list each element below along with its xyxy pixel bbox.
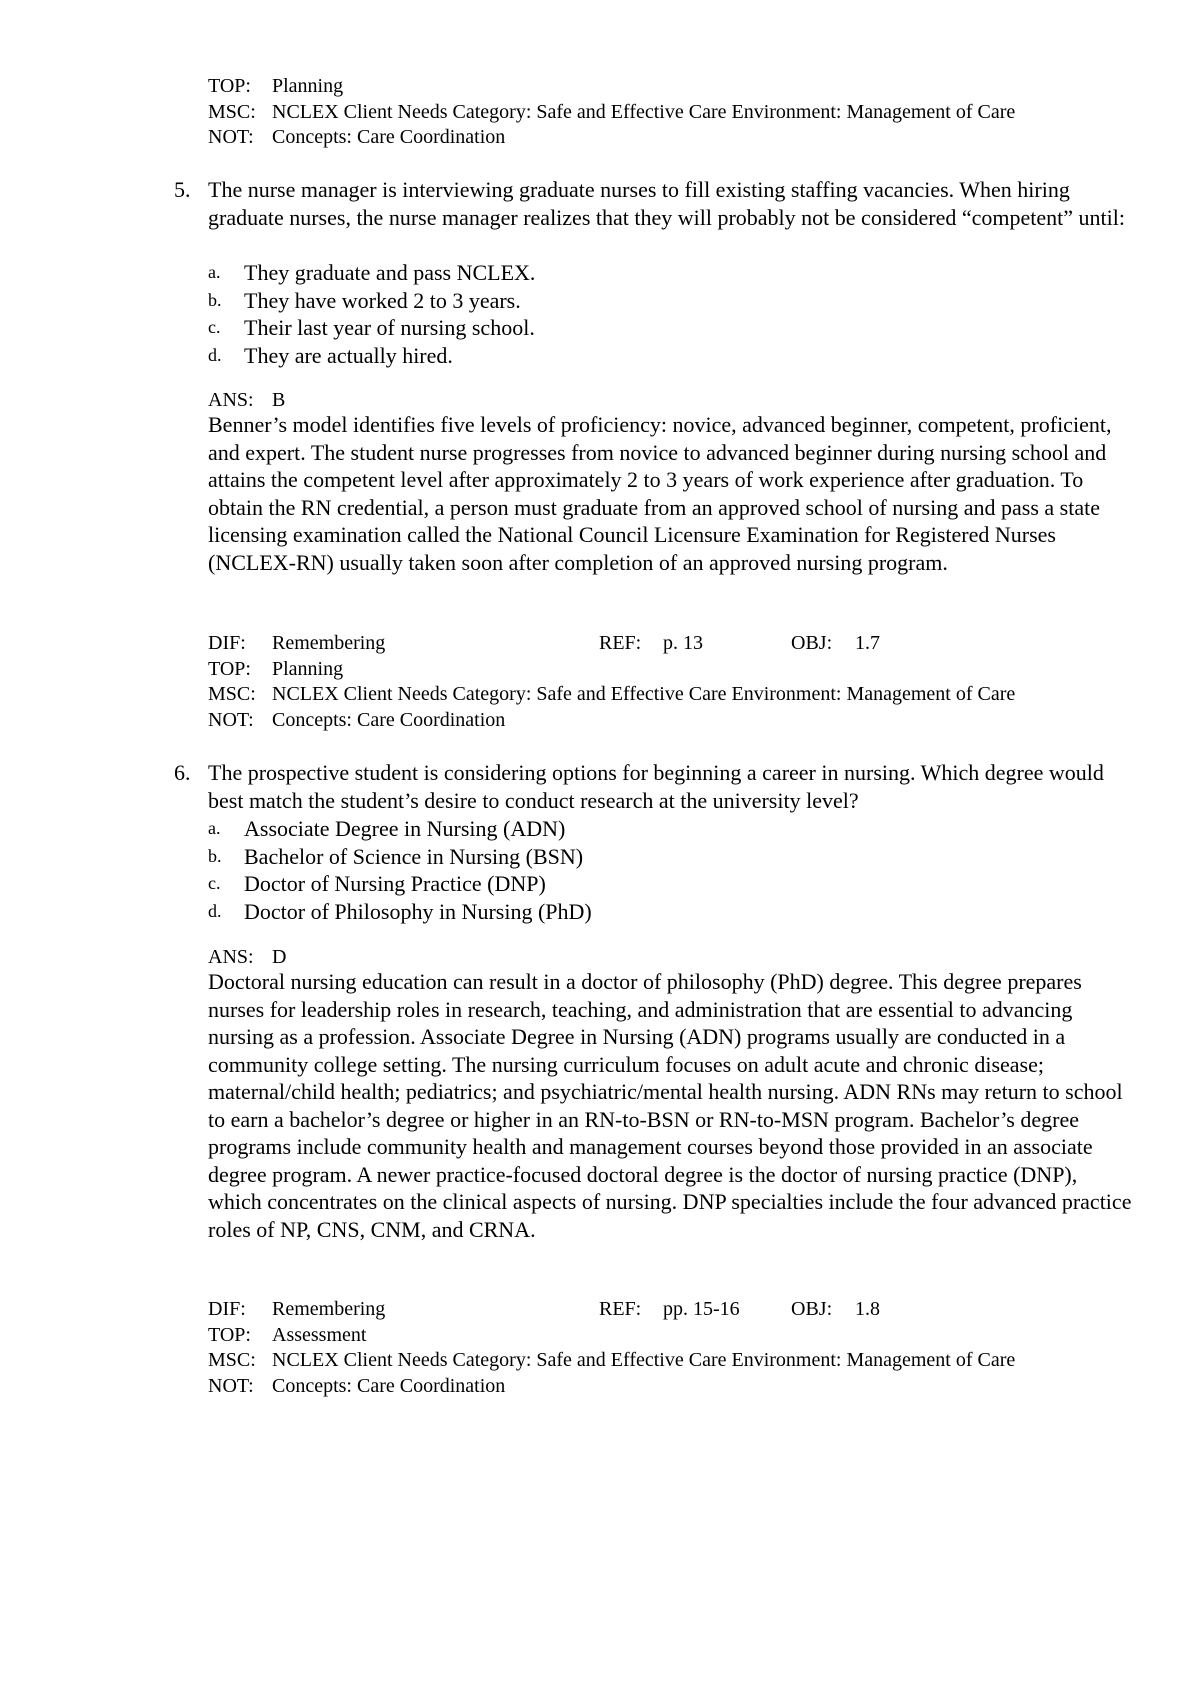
option-text: They graduate and pass NCLEX. [244,260,536,285]
option-letter: c. [208,317,221,337]
question-number: 6. [174,760,191,785]
answer-options [208,259,1108,369]
ref-value: pp. 15-16 [663,1298,740,1320]
not-value: Concepts: Care Coordination [272,1374,506,1397]
not-row [208,125,1015,151]
answer-options [208,815,1108,925]
ans-value: D [272,946,287,968]
dif-ref-obj-row [208,631,1015,657]
option-letter: b. [208,845,222,866]
not-label: NOT: [208,126,254,148]
not-row [208,1374,1015,1400]
option-text: Doctor of Nursing Practice (DNP) [244,871,546,896]
ans-label: ANS: [208,946,254,968]
answer-line [208,387,285,413]
msc-label: MSC: [208,100,256,123]
top-value: Planning [272,75,344,97]
option-text: Their last year of nursing school. [244,315,535,340]
option-letter: a. [208,262,221,282]
msc-value: NCLEX Client Needs Category: Safe and Effective Care Environment: Management of Care [272,683,1016,705]
question-metadata [208,631,1015,733]
top-label: TOP: [208,1323,251,1346]
dif-label: DIF: [208,632,246,654]
msc-value: NCLEX Client Needs Category: Safe and Effective Care Environment: Management of Care [272,1349,1016,1371]
option-letter: c. [208,873,221,893]
option-c [208,870,1108,898]
not-row [208,708,1015,734]
top-row [208,657,1015,683]
dif-value: Remembering [272,632,386,654]
ans-value: B [272,389,286,411]
question-stem: The nurse manager is interviewing graduate nurses to fill existing staffing vacancies. When hiring graduate nurses, the nurse manager realizes that they will probably not be considered “competent” until: [208,177,1125,230]
not-label: NOT: [208,708,254,731]
not-value: Concepts: Care Coordination [272,126,506,148]
msc-label: MSC: [208,1349,256,1371]
option-a [208,815,1108,843]
rationale: Benner’s model identifies five levels of proficiency: novice, advanced beginner, competent, proficient, and expert. The student nurse progresses from novice to advanced beginner during nursing school and attains the competent level after approximately 2 to 3 years of work experience after graduation. To obtain the RN credential, a person must graduate from an approved school of nursing and pass a state licensing examination called the National Council Licensure Examination for Registered Nurses (NCLEX-RN) usually taken soon after completion of an approved nursing program. [208,412,1112,575]
top-value: Planning [272,657,344,680]
question-stem: The prospective student is considering options for beginning a career in nursing. Which degree would best match the student’s desire to conduct research at the university level? [208,760,1104,813]
option-letter: b. [208,289,222,310]
option-text: They have worked 2 to 3 years. [244,287,521,313]
msc-row [208,1348,1015,1374]
option-a [208,259,1108,287]
top-value: Assessment [272,1323,367,1346]
obj-value: 1.8 [855,1298,880,1320]
question-metadata [208,1297,1015,1399]
msc-row [208,100,1015,126]
option-text: Bachelor of Science in Nursing (BSN) [244,843,584,869]
rationale: Doctoral nursing education can result in a doctor of philosophy (PhD) degree. This degree prepares nurses for leadership roles in research, teaching, and administration that are essential to advancing nursing as a profession. Associate Degree in Nursing (ADN) programs usually are conducted in a community college setting. The nursing curriculum focuses on adult acute and chronic disease; maternal/child health; pediatrics; and psychiatric/mental health nursing. ADN RNs may return to school to earn a bachelor’s degree or higher in an RN-to-BSN or RN-to-MSN program. Bachelor’s degree programs include community health and management courses beyond those provided in an associate degree program. A newer practice-focused doctoral degree is the doctor of nursing practice (DNP), which concentrates on the clinical aspects of nursing. DNP specialties include the four advanced practice roles of NP, CNS, CNM, and CRNA. [208,969,1132,1242]
ref-label: REF: [599,632,642,654]
option-d [208,342,1108,370]
top-label: TOP: [208,657,251,680]
option-c [208,314,1108,342]
option-text: They are actually hired. [244,342,453,368]
not-value: Concepts: Care Coordination [272,708,506,731]
top-label: TOP: [208,75,251,97]
option-letter: a. [208,818,221,838]
top-row [208,1323,1015,1349]
option-letter: d. [208,900,222,921]
obj-value: 1.7 [855,632,880,654]
msc-row [208,682,1015,708]
option-text: Doctor of Philosophy in Nursing (PhD) [244,898,592,924]
msc-value: NCLEX Client Needs Category: Safe and Effective Care Environment: Management of Care [272,100,1016,123]
dif-label: DIF: [208,1298,246,1320]
obj-label: OBJ: [791,632,833,654]
ref-label: REF: [599,1298,642,1320]
msc-label: MSC: [208,683,256,705]
ref-value: p. 13 [663,632,703,654]
option-b [208,287,1108,315]
option-b [208,843,1108,871]
dif-value: Remembering [272,1298,386,1320]
ans-label: ANS: [208,389,254,411]
option-letter: d. [208,344,222,365]
obj-label: OBJ: [791,1298,833,1320]
dif-ref-obj-row [208,1297,1015,1323]
option-text: Associate Degree in Nursing (ADN) [244,816,566,841]
option-d [208,898,1108,926]
top-row [208,74,1015,100]
previous-question-metadata [208,74,1015,151]
question-number: 5. [174,177,191,202]
not-label: NOT: [208,1374,254,1397]
answer-line [208,944,286,970]
